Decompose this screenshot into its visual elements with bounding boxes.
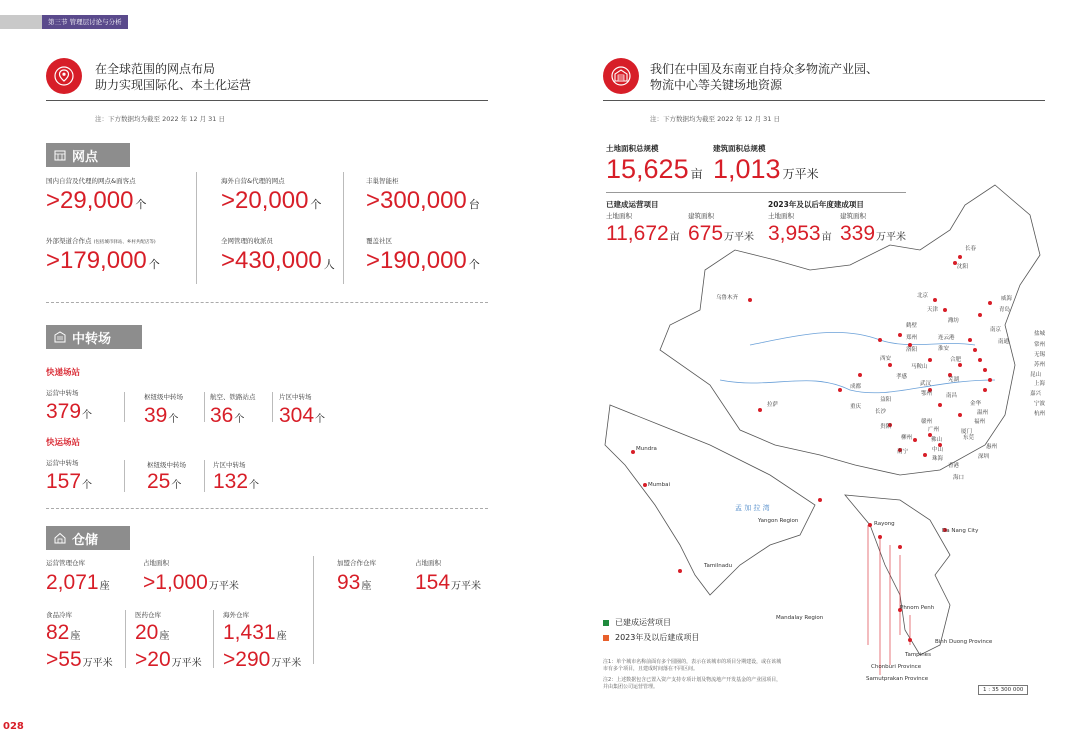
total-land-value: 15,625 亩 xyxy=(606,154,703,184)
divider xyxy=(196,172,197,284)
left-title xyxy=(95,61,251,93)
freight-label-2: 枢纽级中转场 xyxy=(147,461,186,469)
city-label: 贵阳 xyxy=(880,424,892,430)
freight-value-2: 25个 xyxy=(147,470,182,493)
divider xyxy=(204,460,205,492)
map-dot xyxy=(678,569,682,573)
map-scale: 1 : 35 300 000 xyxy=(978,685,1028,695)
left-title-rule xyxy=(46,100,488,101)
map-dot xyxy=(878,338,882,342)
city-label: 厦门 xyxy=(961,429,973,435)
map-dot xyxy=(631,450,635,454)
map-dot xyxy=(983,388,987,392)
page-number: 028 xyxy=(3,721,24,732)
warehouse-heading-label: 仓储 xyxy=(72,532,99,548)
outlet-label-2: 海外自营&代理的网点 xyxy=(221,177,285,185)
hubs-heading xyxy=(46,325,142,349)
legend-built-label: 已建成运营项目 xyxy=(615,618,671,627)
map-dot xyxy=(758,408,762,412)
city-label: 温州 xyxy=(977,410,989,416)
city-label: 广州 xyxy=(928,427,940,433)
outlet-value-4: >179,000 个 xyxy=(46,247,160,274)
map-dot xyxy=(933,298,937,302)
total-land-label: 土地面积总规模 xyxy=(606,144,659,153)
city-label: Rayong xyxy=(874,521,895,527)
express-value-1: 379个 xyxy=(46,400,93,423)
built-build-value: 675万平米 xyxy=(688,222,755,245)
built-title: 已建成运营项目 xyxy=(606,200,659,209)
right-title-line2: 物流中心等关键场地资源 xyxy=(650,78,783,92)
city-label: 上海 xyxy=(1034,381,1046,387)
legend-future-label: 2023年及以后建成项目 xyxy=(615,633,700,642)
express-label-2: 枢纽级中转场 xyxy=(144,393,183,401)
city-label: 沈阳 xyxy=(957,264,969,270)
divider xyxy=(313,556,314,664)
china-outline xyxy=(660,185,1040,475)
wh-label-4: 占地面积 xyxy=(415,559,441,567)
divider xyxy=(125,610,126,668)
outlet-value-6: >190,000 个 xyxy=(366,247,480,274)
map-dot xyxy=(943,308,947,312)
header-bar xyxy=(0,15,42,29)
express-title: 快递场站 xyxy=(46,368,81,378)
map-dot xyxy=(928,358,932,362)
building-icon xyxy=(54,149,66,161)
express-value-2: 39个 xyxy=(144,404,179,427)
map-dot xyxy=(878,535,882,539)
city-label: 成都 xyxy=(850,384,862,390)
city-label: 威海 xyxy=(1001,296,1013,302)
built-land-label: 土地面积 xyxy=(606,212,632,220)
sea-outline xyxy=(845,495,950,655)
outlet-value-2: >20,000 个 xyxy=(221,187,322,214)
city-label: 洛阳 xyxy=(906,347,918,353)
map-dot xyxy=(643,483,647,487)
future-build-value: 339万平米 xyxy=(840,222,907,245)
wh-value-6: 20座 xyxy=(135,621,170,644)
map-dot xyxy=(958,413,962,417)
map-dot xyxy=(988,378,992,382)
city-label: Mumbai xyxy=(648,482,670,488)
right-note: 注：下方数据均为截至 2022 年 12 月 31 日 xyxy=(650,115,780,123)
outlet-label-1: 国内自营及代理的网点&面客点 xyxy=(46,177,136,185)
future-title: 2023年及以后年度建成项目 xyxy=(768,200,864,209)
express-label-1: 运营中转场 xyxy=(46,389,79,397)
map-dot xyxy=(983,368,987,372)
divider xyxy=(272,392,273,422)
hubs-heading-label: 中转场 xyxy=(72,331,112,347)
city-label: 东莞 xyxy=(963,435,975,441)
section-divider xyxy=(46,508,488,509)
city-label: 西安 xyxy=(880,356,892,362)
city-label: 郑州 xyxy=(906,335,918,341)
city-label: 益阳 xyxy=(880,397,892,403)
map-dot xyxy=(978,313,982,317)
section-divider xyxy=(46,302,488,303)
city-label: 南宁 xyxy=(897,449,909,455)
divider xyxy=(124,460,125,492)
outlets-heading-label: 网点 xyxy=(72,149,99,165)
wh-label-1: 运营管理仓库 xyxy=(46,559,85,567)
city-label: Mundra xyxy=(636,446,657,452)
map-dot xyxy=(973,348,977,352)
city-label: 珠海 xyxy=(932,456,944,462)
city-label: 福州 xyxy=(974,419,986,425)
legend-built xyxy=(603,617,671,628)
total-build-value: 1,013 万平米 xyxy=(713,154,819,184)
divider xyxy=(213,610,214,668)
footnote-2: 注2：上述数据包含已置入资产支持专项计划及物流地产开发基金的产业园项目，并由集团公司运营管理。 xyxy=(603,677,782,690)
city-label: 深圳 xyxy=(978,454,990,460)
wh-value-1: 2,071座 xyxy=(46,571,110,594)
divider xyxy=(124,392,125,422)
outlet-value-5: >430,000 人 xyxy=(221,247,335,274)
city-label: Samutprakan Province xyxy=(866,676,929,682)
house-icon xyxy=(54,532,66,544)
city-label: 北京 xyxy=(917,293,929,299)
city-label: 惠州 xyxy=(986,444,998,450)
map-dot xyxy=(958,255,962,259)
right-title-line1: 我们在中国及东南亚自持众多物流产业园、 xyxy=(650,62,879,76)
city-label: 孝感 xyxy=(896,374,908,380)
legend-swatch-orange xyxy=(603,635,609,641)
wh-label-7: 海外仓库 xyxy=(223,611,249,619)
city-label: 盐城 xyxy=(1034,331,1046,337)
city-label: 重庆 xyxy=(850,404,862,410)
city-label: 中山 xyxy=(932,447,944,453)
map-dot xyxy=(898,545,902,549)
map-dot xyxy=(818,498,822,502)
city-label: 香港 xyxy=(948,463,960,469)
outlet-value-3: >300,000 台 xyxy=(366,187,480,214)
location-pin-icon xyxy=(46,58,82,94)
outlet-label-5: 全网管理的收派员 xyxy=(221,237,273,245)
map-dot xyxy=(888,363,892,367)
city-label: Da Nang City xyxy=(942,528,979,534)
city-label: 苏州 xyxy=(1034,362,1046,368)
city-label: Mandalay Region xyxy=(776,615,824,621)
city-label: Tamilnadu xyxy=(704,563,733,569)
map-dot xyxy=(838,388,842,392)
wh-value-4: 154万平米 xyxy=(415,571,482,594)
outlet-label-6: 覆盖社区 xyxy=(366,237,392,245)
city-label: 天津 xyxy=(927,307,939,313)
city-label: 芜湖 xyxy=(948,377,960,383)
freight-title: 快运场站 xyxy=(46,438,81,448)
legend-future xyxy=(603,632,699,643)
right-title-rule xyxy=(603,100,1045,101)
map-dot xyxy=(898,333,902,337)
city-label: 鄂州 xyxy=(921,391,933,397)
city-label: 乌鲁木齐 xyxy=(716,295,739,301)
built-land-value: 11,672亩 xyxy=(606,222,680,245)
freight-label-1: 运营中转场 xyxy=(46,459,79,467)
map-dot xyxy=(868,523,872,527)
warehouse-building-icon xyxy=(603,58,639,94)
city-label: 马鞍山 xyxy=(911,364,928,370)
warehouse-hub-icon xyxy=(54,331,66,343)
freight-value-3: 132个 xyxy=(213,470,260,493)
section-tag: 第三节 管理层讨论与分析 xyxy=(42,15,128,29)
city-label: 连云港 xyxy=(938,335,955,341)
express-label-4: 片区中转场 xyxy=(279,393,312,401)
wh-value-6b: >20万平米 xyxy=(135,648,202,671)
city-label: 鹤壁 xyxy=(906,323,918,329)
outlet-label-3: 丰巢智能柜 xyxy=(366,177,399,185)
city-label: 合肥 xyxy=(950,357,962,363)
map-dot xyxy=(913,438,917,442)
city-label: 长沙 xyxy=(875,409,887,415)
future-land-label: 土地面积 xyxy=(768,212,794,220)
wh-value-2: >1,000万平米 xyxy=(143,571,239,594)
divider xyxy=(343,172,344,284)
wh-label-2: 占地面积 xyxy=(143,559,169,567)
wh-label-6: 医药仓库 xyxy=(135,611,161,619)
express-label-3: 航空、铁路站点 xyxy=(210,393,256,401)
city-label: 南通 xyxy=(998,339,1010,345)
city-label: 南昌 xyxy=(946,393,958,399)
wh-value-3: 93座 xyxy=(337,571,372,594)
legend-swatch-green xyxy=(603,620,609,626)
freight-value-1: 157个 xyxy=(46,470,93,493)
city-label: 昆山 xyxy=(1030,372,1042,378)
city-label: 长春 xyxy=(965,246,977,252)
freight-label-3: 片区中转场 xyxy=(213,461,246,469)
wh-label-3: 加盟合作仓库 xyxy=(337,559,376,567)
outlet-label-4: 外部渠道合作点 (包括城市驿站、乡村共配店等) xyxy=(46,237,156,245)
city-label: 潍坊 xyxy=(948,318,960,324)
city-label: 拉萨 xyxy=(767,402,779,408)
map-dot xyxy=(908,638,912,642)
future-build-label: 建筑面积 xyxy=(840,212,866,220)
right-title xyxy=(650,61,878,93)
city-label: Yangon Region xyxy=(758,518,799,524)
city-label: 无锡 xyxy=(1034,352,1046,358)
city-label: 柳州 xyxy=(901,435,913,441)
city-label: Chonburi Province xyxy=(871,664,922,670)
city-label: 佛山 xyxy=(931,437,943,443)
city-label: 杭州 xyxy=(1034,411,1046,417)
outlet-value-1: >29,000 个 xyxy=(46,187,147,214)
left-title-line1: 在全球范围的网点布局 xyxy=(95,62,216,76)
wh-value-5: 82座 xyxy=(46,621,81,644)
sea-label: 孟 加 拉 湾 xyxy=(735,504,770,512)
map-dot xyxy=(988,301,992,305)
footnote-1: 注1：单个城市名称前面有多个圆圈的，表示在该城市的项目分期建设，或在该城市有多个项目，且建成时间落在不同区间。 xyxy=(603,659,782,672)
map-dot xyxy=(968,338,972,342)
city-label: Binh Duong Province xyxy=(935,639,993,645)
outlets-heading xyxy=(46,143,130,167)
city-label: 嘉兴 xyxy=(1030,391,1042,397)
map-dot xyxy=(938,403,942,407)
map-dot xyxy=(858,373,862,377)
wh-value-7: 1,431座 xyxy=(223,621,287,644)
divider xyxy=(204,392,205,422)
map-dot xyxy=(978,358,982,362)
wh-value-5b: >55万平米 xyxy=(46,648,113,671)
city-label: 赣州 xyxy=(921,419,933,425)
wh-value-7b: >290万平米 xyxy=(223,648,302,671)
city-label: Phnom Penh xyxy=(900,605,935,611)
city-label: 青岛 xyxy=(999,307,1011,313)
city-label: Tampines xyxy=(905,652,931,658)
wh-label-5: 食品冷库 xyxy=(46,611,72,619)
built-build-label: 建筑面积 xyxy=(688,212,714,220)
city-label: 武汉 xyxy=(920,381,932,387)
city-label: 金华 xyxy=(970,401,982,407)
city-label: 常州 xyxy=(1034,342,1046,348)
left-title-line2: 助力实现国际化、本土化运营 xyxy=(95,78,252,92)
map-dot xyxy=(923,453,927,457)
express-value-3: 36个 xyxy=(210,404,245,427)
city-label: 淮安 xyxy=(938,346,950,352)
future-land-value: 3,953亩 xyxy=(768,222,832,245)
total-build-label: 建筑面积总规模 xyxy=(713,144,766,153)
left-note: 注：下方数据均为截至 2022 年 12 月 31 日 xyxy=(95,115,225,123)
city-label: 海口 xyxy=(953,475,965,481)
city-label: 宁波 xyxy=(1034,401,1046,407)
warehouse-heading xyxy=(46,526,130,550)
express-value-4: 304个 xyxy=(279,404,326,427)
map-dot xyxy=(748,298,752,302)
city-label: 南京 xyxy=(990,327,1002,333)
